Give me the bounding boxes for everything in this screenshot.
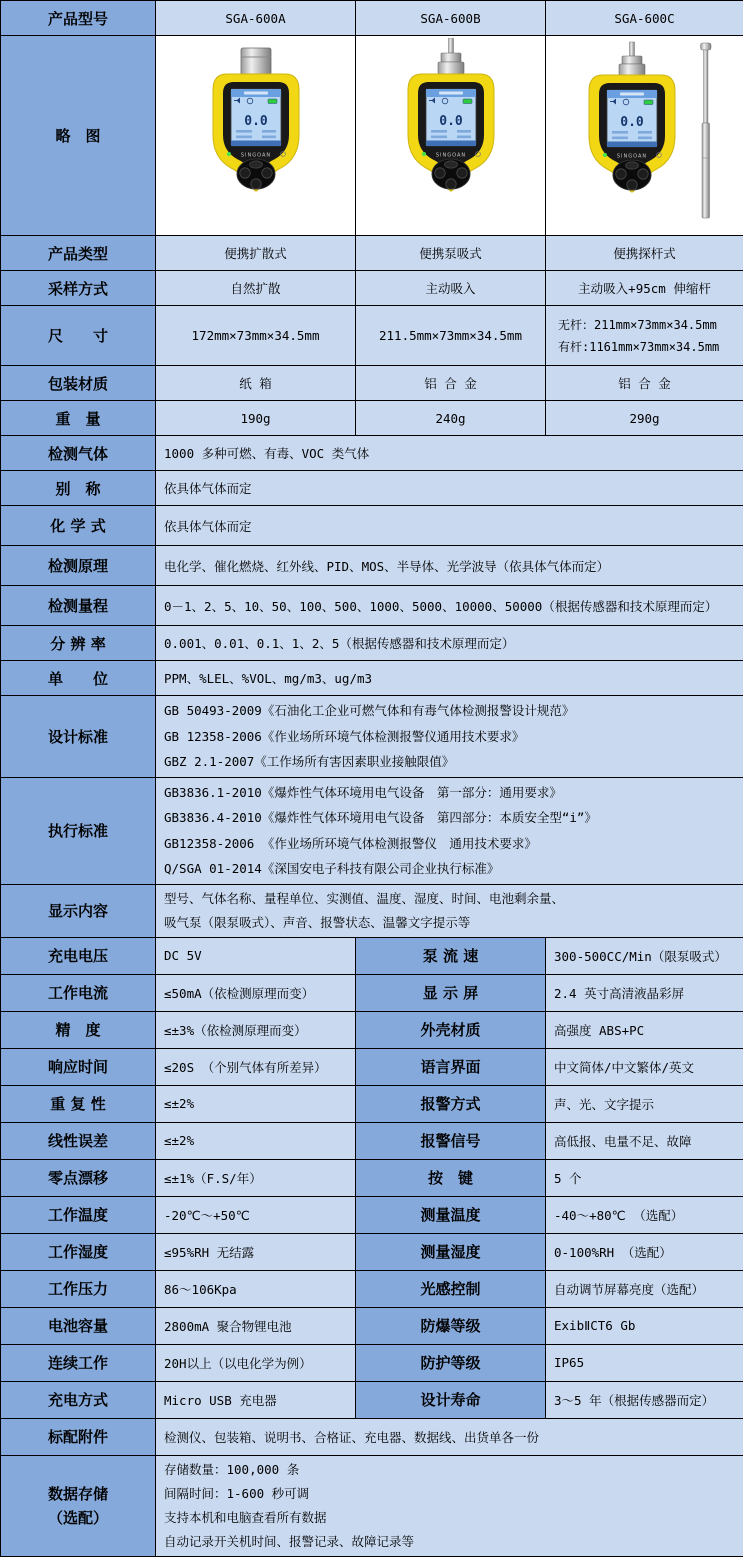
working-temperature-label: 工作温度 [1, 1196, 156, 1233]
accuracy-label: 精 度 [1, 1011, 156, 1048]
response-time-label: 响应时间 [1, 1048, 156, 1085]
alarm-mode-value: 声、光、文字提示 [546, 1085, 743, 1122]
row-sampling-method [1, 271, 743, 306]
row-continuous-work-protection [1, 1344, 743, 1381]
product-image-sga-600c [546, 36, 743, 236]
detected-gases-value: 1000 多种可燃、有毒、VOC 类气体 [156, 436, 743, 471]
units-label: 单 位 [1, 661, 156, 696]
product-type-c: 便携探杆式 [546, 236, 743, 271]
display-screen-value: 2.4 英寸高清液晶彩屏 [546, 974, 743, 1011]
measure-humidity-value: 0-100%RH （选配） [546, 1233, 743, 1270]
data-storage-line: 支持本机和电脑查看所有数据 [164, 1506, 735, 1530]
explosion-proof-value: ExibⅡCT6 Gb [546, 1307, 743, 1344]
alarm-signal-value: 高低报、电量不足、故障 [546, 1122, 743, 1159]
packaging-label: 包装材质 [1, 366, 156, 401]
row-data-storage [1, 1455, 743, 1556]
row-product-type [1, 236, 743, 271]
display-content-line: 吸气泵（限泵吸式）、声音、报警状态、温馨文字提示等 [164, 911, 735, 935]
row-zero-drift-keys [1, 1159, 743, 1196]
row-detection-principle [1, 546, 743, 586]
repeatability-label: 重 复 性 [1, 1085, 156, 1122]
row-sketch [1, 36, 743, 236]
light-sensor-value: 自动调节屏幕亮度（选配） [546, 1270, 743, 1307]
measure-humidity-label: 测量湿度 [356, 1233, 546, 1270]
row-dimensions [1, 306, 743, 366]
detection-range-value: 0－1、2、5、10、50、100、500、1000、5000、10000、50000（根据传感器和技术原理而定） [156, 586, 743, 626]
protection-grade-label: 防护等级 [356, 1344, 546, 1381]
product-type-a: 便携扩散式 [156, 236, 356, 271]
device-pump-illustration [367, 38, 535, 230]
repeatability-value: ≤±2% [156, 1085, 356, 1122]
telescopic-rod [700, 43, 711, 50]
execution-standards-value [156, 777, 743, 884]
data-storage-line: 间隔时间：1-600 秒可调 [164, 1482, 735, 1506]
row-detection-range [1, 586, 743, 626]
linearity-error-label: 线性误差 [1, 1122, 156, 1159]
battery-icon [268, 99, 277, 104]
resolution-label: 分 辨 率 [1, 626, 156, 661]
pump-flow-value: 300-500CC/Min（限泵吸式） [546, 937, 743, 974]
row-resolution [1, 626, 743, 661]
dimensions-a: 172mm×73mm×34.5mm [156, 306, 356, 366]
detection-principle-value: 电化学、催化燃烧、红外线、PID、MOS、半导体、光学波导（依具体气体而定） [156, 546, 743, 586]
language-label: 语言界面 [356, 1048, 546, 1085]
accessories-value: 检测仪、包装箱、说明书、合格证、充电器、数据线、出货单各一份 [156, 1418, 743, 1455]
row-working-current-display [1, 974, 743, 1011]
row-design-standards [1, 696, 743, 778]
screen-reading: 0.0 [620, 115, 644, 130]
alarm-mode-label: 报警方式 [356, 1085, 546, 1122]
data-storage-label-line1: 数据存储 [3, 1482, 153, 1506]
row-alias [1, 471, 743, 506]
accuracy-value: ≤±3%（依检测原理而变） [156, 1011, 356, 1048]
product-type-b: 便携泵吸式 [356, 236, 546, 271]
battery-icon [644, 100, 653, 105]
battery-icon [463, 99, 472, 104]
row-working-pressure-light-control [1, 1270, 743, 1307]
detected-gases-label: 检测气体 [1, 436, 156, 471]
device-telescopic-illustration [561, 38, 729, 230]
working-humidity-value: ≤95%RH 无结露 [156, 1233, 356, 1270]
execution-standard-line: GB12358-2006 《作业场所环境气体检测报警仪 通用技术要求》 [164, 831, 735, 857]
model-c-name: SGA-600C [546, 1, 743, 36]
display-screen-label: 显 示 屏 [356, 974, 546, 1011]
protection-grade-value: IP65 [546, 1344, 743, 1381]
design-standard-line: GBZ 2.1-2007《工作场所有害因素职业接触限值》 [164, 749, 735, 775]
brand-text: SINGOAN [240, 152, 270, 158]
row-chemical-formula [1, 506, 743, 546]
brand-text: SINGOAN [435, 152, 465, 158]
execution-standards-label: 执行标准 [1, 777, 156, 884]
measure-temperature-value: -40～+80℃ （选配） [546, 1196, 743, 1233]
row-display-content [1, 884, 743, 937]
row-charging-voltage-pump-flow [1, 937, 743, 974]
display-content-value [156, 884, 743, 937]
working-pressure-label: 工作压力 [1, 1270, 156, 1307]
alarm-signal-label: 报警信号 [356, 1122, 546, 1159]
status-led [603, 153, 607, 157]
working-humidity-label: 工作湿度 [1, 1233, 156, 1270]
probe-tube [448, 38, 453, 53]
model-b-name: SGA-600B [356, 1, 546, 36]
dimensions-c-no-rod: 无杆：211mm×73mm×34.5mm [554, 314, 735, 336]
resolution-value: 0.001、0.01、0.1、1、2、5（根据传感器和技术原理而定） [156, 626, 743, 661]
design-standards-label: 设计标准 [1, 696, 156, 778]
execution-standard-line: GB3836.4-2010《爆炸性气体环境用电气设备 第四部分：本质安全型“i”》 [164, 805, 735, 831]
row-product-model [1, 1, 743, 36]
sketch-label: 略 图 [1, 36, 156, 236]
detection-principle-label: 检测原理 [1, 546, 156, 586]
row-linearity-alarm-signal [1, 1122, 743, 1159]
design-life-label: 设计寿命 [356, 1381, 546, 1418]
execution-standard-line: Q/SGA 01-2014《深国安电子科技有限公司企业执行标准》 [164, 856, 735, 882]
battery-capacity-value: 2800mA 聚合物锂电池 [156, 1307, 356, 1344]
model-a-name: SGA-600A [156, 1, 356, 36]
row-accessories [1, 1418, 743, 1455]
response-time-value: ≤20S （个别气体有所差异） [156, 1048, 356, 1085]
screen-reading: 0.0 [439, 114, 463, 129]
row-execution-standards [1, 777, 743, 884]
zero-drift-label: 零点漂移 [1, 1159, 156, 1196]
shell-material-value: 高强度 ABS+PC [546, 1011, 743, 1048]
packaging-b: 铝 合 金 [356, 366, 546, 401]
charging-method-label: 充电方式 [1, 1381, 156, 1418]
row-working-humidity-measure-humidity [1, 1233, 743, 1270]
light-sensor-label: 光感控制 [356, 1270, 546, 1307]
sampling-a: 自然扩散 [156, 271, 356, 306]
pump-flow-label: 泵 流 速 [356, 937, 546, 974]
detection-range-label: 检测量程 [1, 586, 156, 626]
display-content-label: 显示内容 [1, 884, 156, 937]
row-detected-gases [1, 436, 743, 471]
charging-voltage-value: DC 5V [156, 937, 356, 974]
data-storage-label [1, 1455, 156, 1556]
row-battery-explosion-proof [1, 1307, 743, 1344]
continuous-work-value: 20H以上（以电化学为例） [156, 1344, 356, 1381]
design-life-value: 3～5 年（根据传感器而定） [546, 1381, 743, 1418]
working-current-value: ≤50mA（依检测原理而变） [156, 974, 356, 1011]
battery-capacity-label: 电池容量 [1, 1307, 156, 1344]
working-pressure-value: 86～106Kpa [156, 1270, 356, 1307]
accessories-label: 标配附件 [1, 1418, 156, 1455]
execution-standard-line: GB3836.1-2010《爆炸性气体环境用电气设备 第一部分：通用要求》 [164, 780, 735, 806]
sampling-b: 主动吸入 [356, 271, 546, 306]
chemical-formula-value: 依具体气体而定 [156, 506, 743, 546]
charging-voltage-label: 充电电压 [1, 937, 156, 974]
sensor-cap [619, 64, 645, 75]
brand-text: SINGOAN [616, 153, 646, 159]
row-response-time-language [1, 1048, 743, 1085]
continuous-work-label: 连续工作 [1, 1344, 156, 1381]
chemical-formula-label: 化 学 式 [1, 506, 156, 546]
data-storage-line: 自动记录开关机时间、报警记录、故障记录等 [164, 1530, 735, 1554]
row-working-temp-measure-temp [1, 1196, 743, 1233]
design-standard-line: GB 50493-2009《石油化工企业可燃气体和有毒气体检测报警设计规范》 [164, 698, 735, 724]
sampling-method-label: 采样方式 [1, 271, 156, 306]
design-standard-line: GB 12358-2006《作业场所环境气体检测报警仪通用技术要求》 [164, 724, 735, 750]
device-diffusion-illustration [172, 38, 340, 230]
working-current-label: 工作电流 [1, 974, 156, 1011]
weight-label: 重 量 [1, 401, 156, 436]
dimensions-c-with-rod: 有杆:1161mm×73mm×34.5mm [554, 336, 735, 358]
data-storage-line: 存储数量：100,000 条 [164, 1458, 735, 1482]
weight-b: 240g [356, 401, 546, 436]
keys-value: 5 个 [546, 1159, 743, 1196]
row-charging-method-design-life [1, 1381, 743, 1418]
row-weight [1, 401, 743, 436]
product-model-label: 产品型号 [1, 1, 156, 36]
explosion-proof-label: 防爆等级 [356, 1307, 546, 1344]
zero-drift-value: ≤±1%（F.S/年） [156, 1159, 356, 1196]
alias-label: 别 称 [1, 471, 156, 506]
display-content-line: 型号、气体名称、量程单位、实测值、温度、湿度、时间、电池剩余量、 [164, 887, 735, 911]
dimensions-label: 尺 寸 [1, 306, 156, 366]
units-value: PPM、%LEL、%VOL、mg/m3、ug/m3 [156, 661, 743, 696]
product-type-label: 产品类型 [1, 236, 156, 271]
sampling-c: 主动吸入+95cm 伸缩杆 [546, 271, 743, 306]
data-storage-value [156, 1455, 743, 1556]
row-accuracy-shell [1, 1011, 743, 1048]
row-packaging [1, 366, 743, 401]
status-led [422, 152, 426, 156]
data-storage-label-line2: （选配） [3, 1506, 153, 1530]
row-units [1, 661, 743, 696]
alias-value: 依具体气体而定 [156, 471, 743, 506]
packaging-a: 纸 箱 [156, 366, 356, 401]
weight-a: 190g [156, 401, 356, 436]
measure-temperature-label: 测量温度 [356, 1196, 546, 1233]
working-temperature-value: -20℃～+50℃ [156, 1196, 356, 1233]
status-led [227, 152, 231, 156]
product-image-sga-600a [156, 36, 356, 236]
weight-c: 290g [546, 401, 743, 436]
packaging-c: 铝 合 金 [546, 366, 743, 401]
row-repeatability-alarm-mode [1, 1085, 743, 1122]
sensor-cap [241, 48, 271, 75]
probe-tube [629, 42, 634, 56]
product-image-sga-600b [356, 36, 546, 236]
screen-reading: 0.0 [244, 114, 268, 129]
sensor-cap [438, 62, 464, 74]
linearity-error-value: ≤±2% [156, 1122, 356, 1159]
language-value: 中文简体/中文繁体/英文 [546, 1048, 743, 1085]
design-standards-value [156, 696, 743, 778]
charging-method-value: Micro USB 充电器 [156, 1381, 356, 1418]
dimensions-c [546, 306, 743, 366]
shell-material-label: 外壳材质 [356, 1011, 546, 1048]
keys-label: 按 键 [356, 1159, 546, 1196]
dimensions-b: 211.5mm×73mm×34.5mm [356, 306, 546, 366]
